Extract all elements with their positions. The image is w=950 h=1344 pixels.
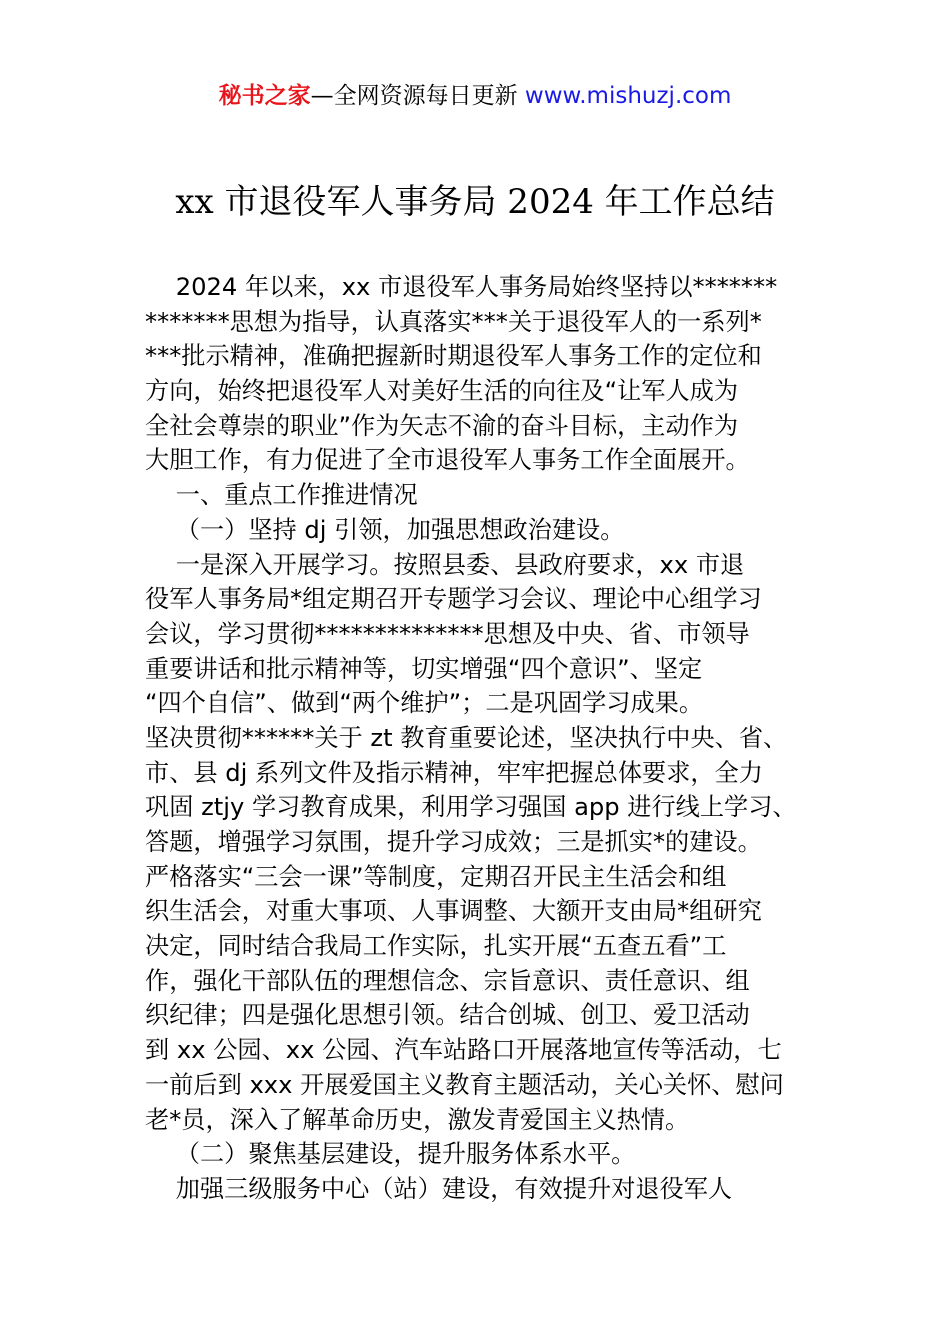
site-banner bbox=[0, 80, 950, 112]
body-line: 一是深入开展学习。按照县委、县政府要求，xx 市退 bbox=[145, 550, 745, 579]
body-line: 役军人事务局*组定期召开专题学习会议、理论中心组学习 bbox=[145, 585, 762, 614]
body-line: 答题，增强学习氛围，提升学习成效；三是抓实*的建设。 bbox=[145, 828, 762, 856]
body-line: *******思想为指导，认真落实***关于退役军人的一系列* bbox=[145, 307, 762, 336]
body-line: 一、重点工作推进情况 bbox=[145, 481, 418, 510]
body-line: 市、县 dj 系列文件及指示精神，牢牢把握总体要求，全力 bbox=[145, 758, 763, 787]
site-url-link[interactable]: www.mishuzj.com bbox=[524, 83, 732, 109]
body-line: 巩固 ztjy 学习教育成果，利用学习强国 app 进行线上学习、 bbox=[145, 793, 797, 822]
body-line: 织纪律；四是强化思想引领。结合创城、创卫、爱卫活动 bbox=[145, 1001, 750, 1030]
body-line: 全社会尊崇的职业”作为矢志不渝的奋斗目标，主动作为 bbox=[145, 411, 739, 440]
body-line: 方向，始终把退役军人对美好生活的向往及“让军人成为 bbox=[145, 377, 739, 406]
body-line: 坚决贯彻******关于 zt 教育重要论述，坚决执行中央、省、 bbox=[145, 723, 788, 752]
body-line: 大胆工作，有力促进了全市退役军人事务工作全面展开。 bbox=[145, 446, 750, 475]
site-tagline: —全网资源每日更新 bbox=[310, 83, 525, 109]
document-title: xx 市退役军人事务局 2024 年工作总结 bbox=[175, 182, 775, 222]
body-line: 决定，同时结合我局工作实际，扎实开展“五查五看”工 bbox=[145, 932, 727, 961]
body-line: ***批示精神，准确把握新时期退役军人事务工作的定位和 bbox=[145, 342, 762, 371]
body-line: “四个自信”、做到“两个维护”；二是巩固学习成果。 bbox=[145, 689, 704, 718]
body-line: （二）聚焦基层建设，提升服务体系水平。 bbox=[145, 1140, 636, 1169]
body-line: （一）坚持 dj 引领，加强思想政治建设。 bbox=[145, 515, 625, 544]
body-line: 严格落实“三会一课”等制度，定期召开民主生活会和组 bbox=[145, 862, 727, 891]
body-line: 加强三级服务中心（站）建设，有效提升对退役军人 bbox=[145, 1174, 733, 1203]
body-line: 重要讲话和批示精神等，切实增强“四个意识”、坚定 bbox=[145, 654, 703, 683]
body-line: 作，强化干部队伍的理想信念、宗旨意识、责任意识、组 bbox=[145, 966, 750, 995]
body-line: 会议，学习贯彻**************思想及中央、省、市领导 bbox=[145, 619, 750, 648]
body-line: 织生活会，对重大事项、人事调整、大额开支由局*组研究 bbox=[145, 897, 762, 926]
body-line: 一前后到 xxx 开展爱国主义教育主题活动，关心关怀、慰问 bbox=[145, 1070, 784, 1099]
body-line: 2024 年以来，xx 市退役军人事务局始终坚持以******* bbox=[145, 273, 778, 301]
document-body bbox=[145, 270, 825, 1207]
site-brand: 秘书之家 bbox=[218, 83, 311, 109]
body-line: 到 xx 公园、xx 公园、汽车站路口开展落地宣传等活动，七 bbox=[145, 1036, 782, 1065]
body-line: 老*员，深入了解革命历史，激发青爱国主义热情。 bbox=[145, 1105, 690, 1134]
